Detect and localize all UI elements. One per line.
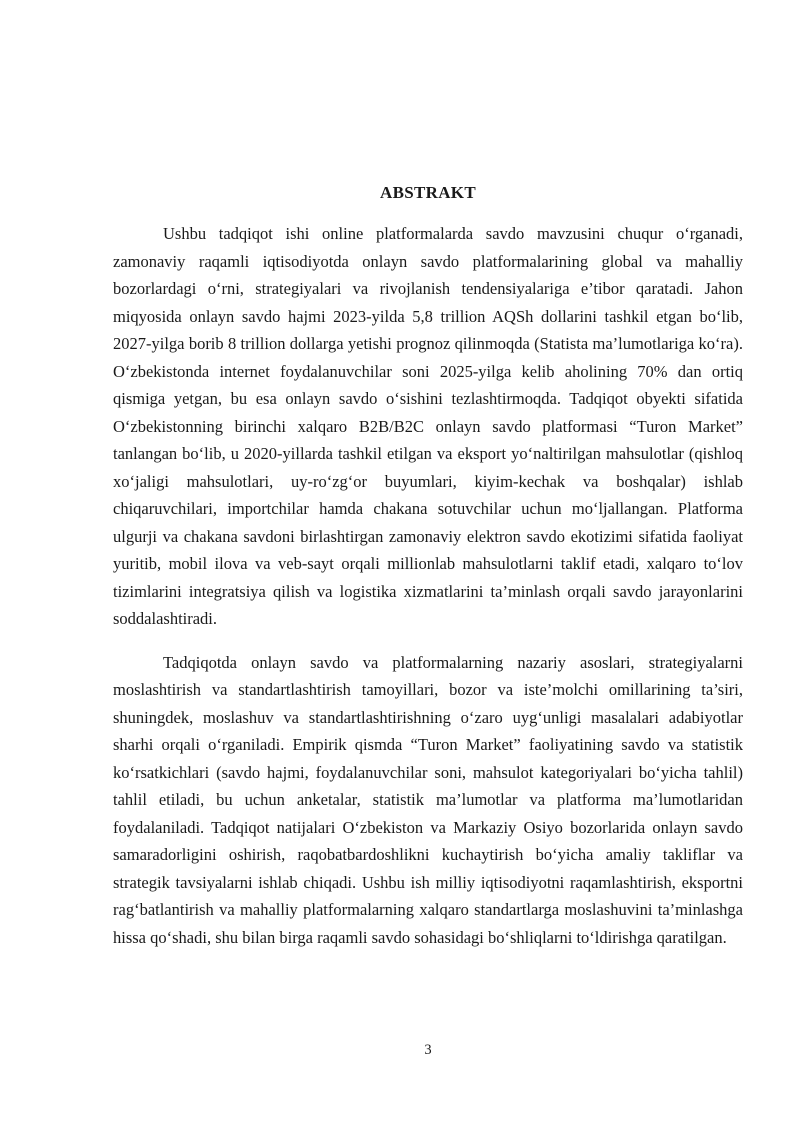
abstract-paragraph-1: Ushbu tadqiqot ishi online platformalarda savdo mavzusini chuqur o‘rganadi, zamonaviy raqamli iqtisodiyotda onlayn savdo platformalarining global va mahalliy bozorlardagi o‘rni, strategiyalari va rivojlanish tendensiyalariga e’tibor qaratadi. Jahon miqyosida onlayn savdo hajmi 2023-yilda 5,8 trillion AQSh dollarini tashkil etgan bo‘lib, 2027-yilga borib 8 trillion dollarga yetishi prognoz qilinmoqda (Statista ma’lumotlariga ko‘ra). O‘zbekistonda internet foydalanuvchilar soni 2025-yilga kelib aholining 70% dan ortiq qismiga yetgan, bu esa onlayn savdo o‘sishini tezlashtirmoqda. Tadqiqot obyekti sifatida O‘zbekistonning birinchi xalqaro B2B/B2C onlayn savdo platformasi “Turon Market” tanlangan bo‘lib, u 2020-yillarda tashkil etilgan va eksport yo‘naltirilgan mahsulotlar (qishloq xo‘jaligi mahsulotlari, uy-ro‘zg‘or buyumlari, kiyim-kechak va boshqalar) ishlab chiqaruvchilari, importchilar hamda chakana sotuvchilar uchun mo‘ljallangan. Platforma ulgurji va chakana savdoni birlashtirgan zamonaviy elektron savdo ekotizimi sifatida faoliyat yuritib, mobil ilova va veb-sayt orqali millionlab mahsulotlarni taklif etadi, xalqaro to‘lov tizimlarini integratsiya qilish va logistika xizmatlarini ta’minlash orqali savdo jarayonlarini soddalashtiradi. <box>113 224 743 628</box>
page-content <box>113 183 743 967</box>
page-title: ABSTRAKT <box>380 183 476 202</box>
abstract-paragraph-2: Tadqiqotda onlayn savdo va platformalarning nazariy asoslari, strategiyalarni moslashtirish va standartlashtirish tamoyillari, bozor va iste’molchi omillarining ta’siri, shuningdek, moslashuv va standartlashtirishning o‘zaro uyg‘unligi masalalari adabiyotlar sharhi orqali o‘rganiladi. Empirik qismda “Turon Market” faoliyatining savdo va statistik ko‘rsatkichlari (savdo hajmi, foydalanuvchilar soni, mahsulot kategoriyalari bo‘yicha tahlil) tahlil etiladi, bu uchun anketalar, statistik ma’lumotlar va platforma ma’lumotlaridan foydalaniladi. Tadqiqot natijalari O‘zbekiston va Markaziy Osiyo bozorlarida onlayn savdo samaradorligini oshirish, raqobatbardoshlikni kuchaytirish bo‘yicha amaliy takliflar va strategik tavsiyalarni ishlab chiqadi. Ushbu ish milliy iqtisodiyotni raqamlashtirish, eksportni rag‘batlantirish va mahalliy platformalarning xalqaro standartlarga moslashuvini ta’minlashga hissa qo‘shadi, shu bilan birga raqamli savdo sohasidagi bo‘shliqlarni to‘ldirishga qaratilgan. <box>113 652 743 947</box>
page-number: 3 <box>424 1042 432 1058</box>
